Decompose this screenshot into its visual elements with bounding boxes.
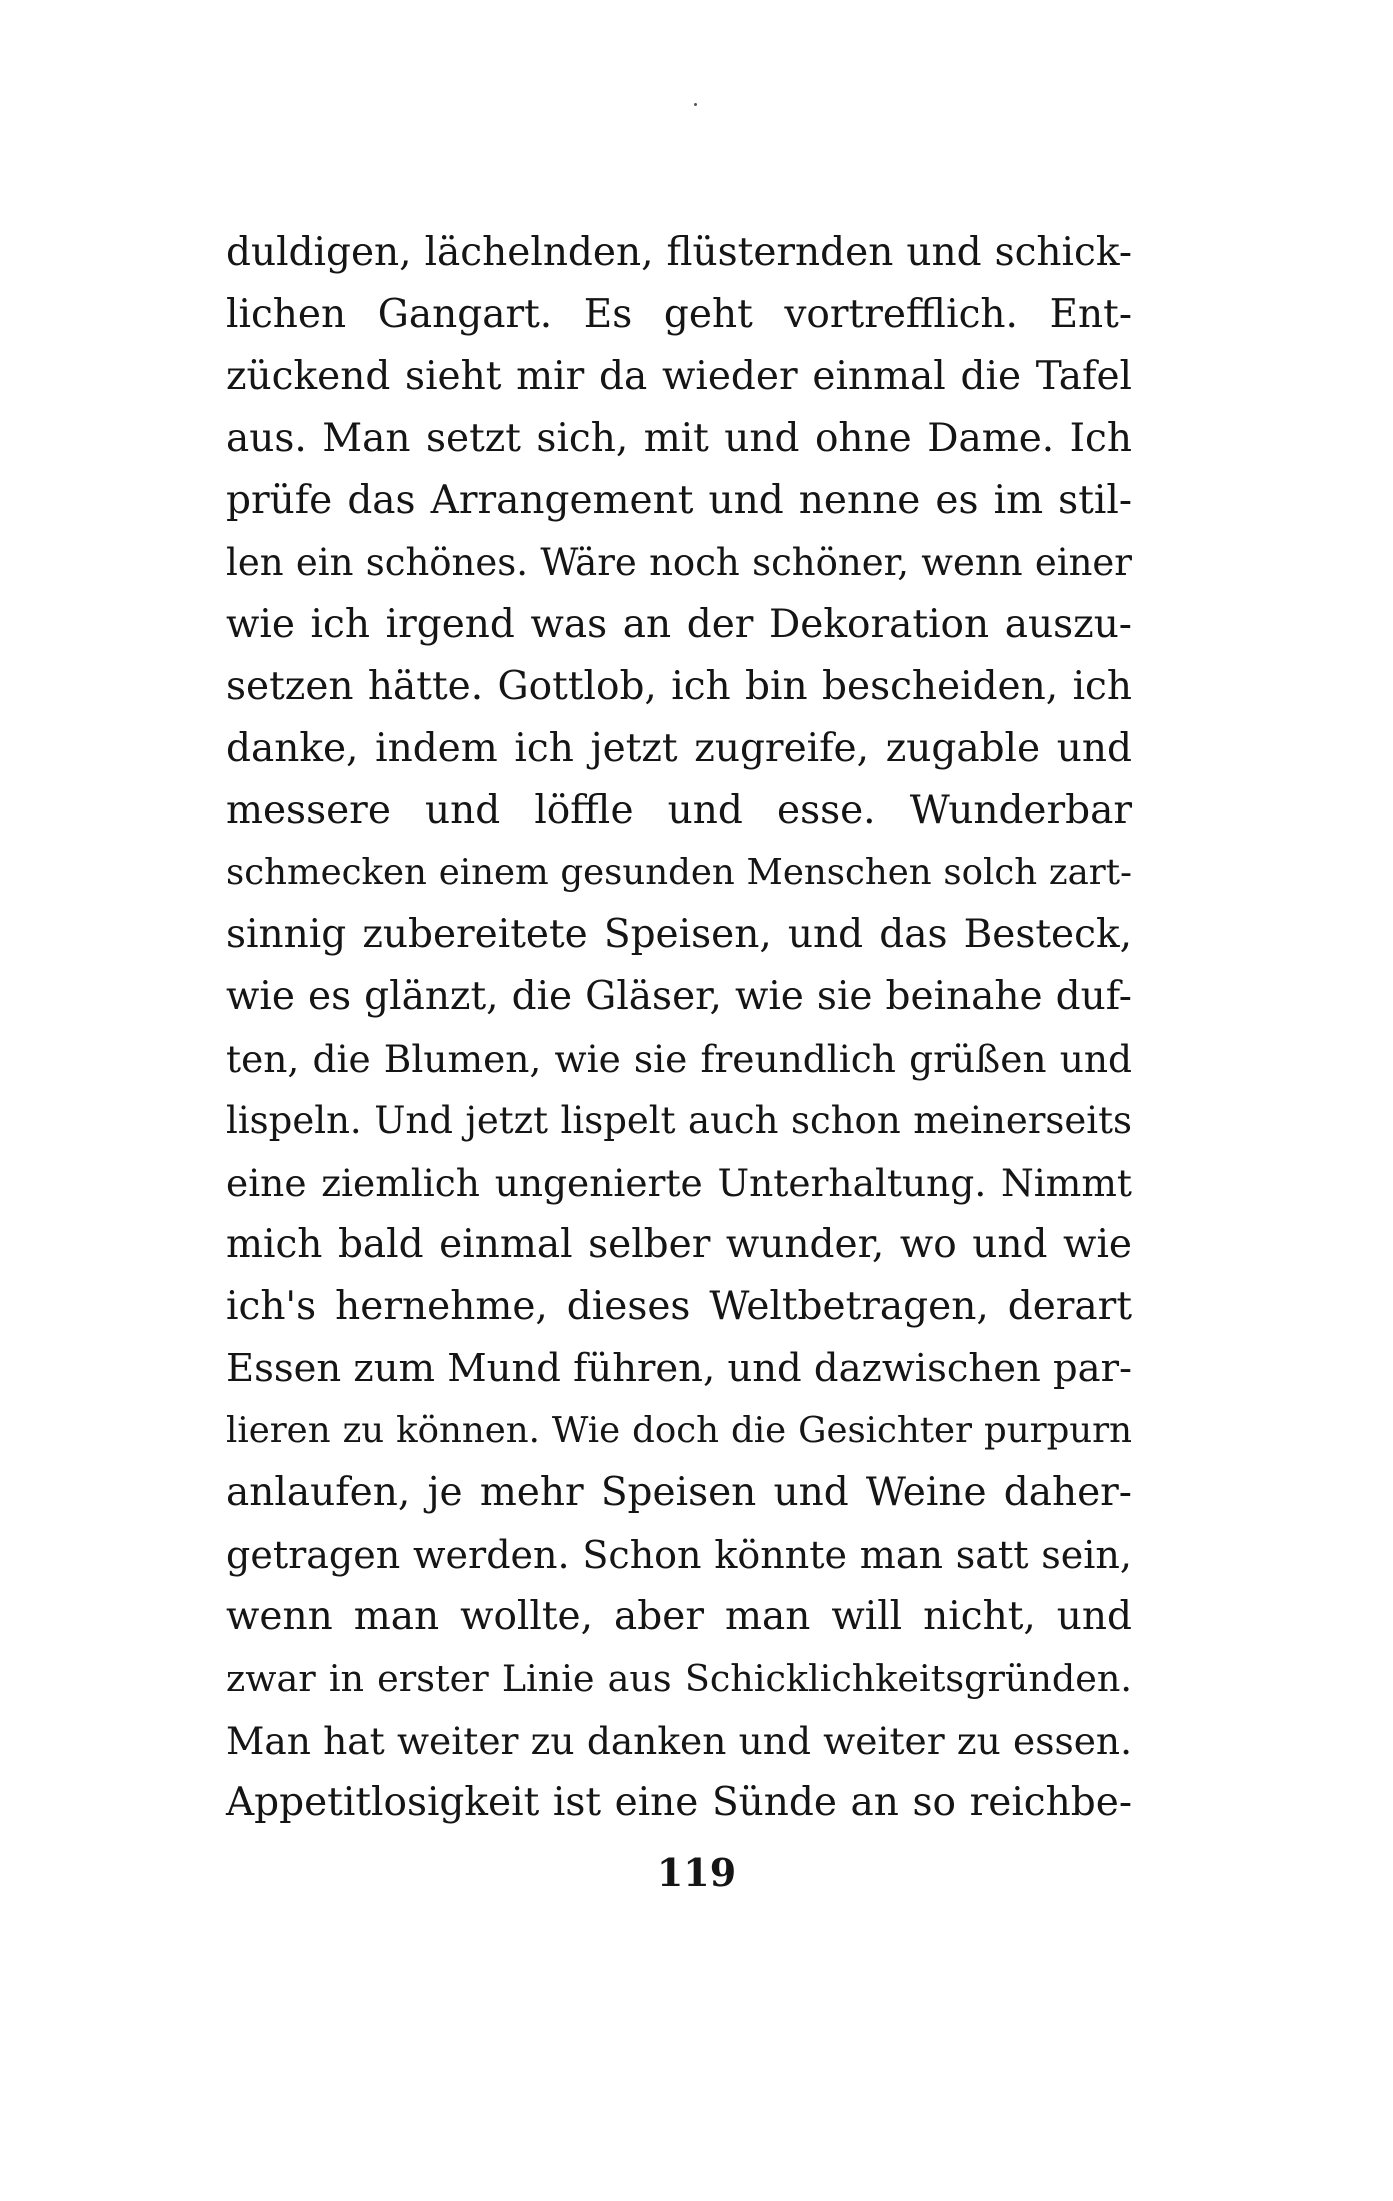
body-text [226,222,1132,1834]
text-line: anlaufen, je mehr Speisen und Weine daher- [226,1470,1132,1515]
text-line: len ein schönes. Wäre noch schöner, wenn einer [226,541,1132,584]
paper-speck [694,103,697,106]
text-line: prüfe das Arrangement und nenne es im stil- [226,478,1132,523]
text-line: ich's hernehme, dieses Weltbetragen, derart [226,1284,1132,1329]
text-line: zückend sieht mir da wieder einmal die Tafel [226,354,1132,399]
text-line: messere und löffle und esse. Wunderbar [226,788,1132,833]
text-line: schmecken einem gesunden Menschen solch zart- [226,852,1132,893]
text-line: danke, indem ich jetzt zugreife, zugable und [226,726,1132,771]
text-line: setzen hätte. Gottlob, ich bin bescheiden, ich [226,664,1132,709]
text-line: mich bald einmal selber wunder, wo und wie [226,1222,1132,1267]
text-line: Man hat weiter zu danken und weiter zu essen. [226,1719,1132,1763]
text-line: lieren zu können. Wie doch die Gesichter purpurn [226,1410,1132,1451]
text-line: zwar in erster Linie aus Schicklichkeitsgründen. [226,1657,1132,1700]
text-line: lichen Gangart. Es geht vortrefflich. Ent- [226,292,1132,337]
text-line: lispeln. Und jetzt lispelt auch schon meinerseits [226,1099,1132,1142]
text-line: Appetitlosigkeit ist eine Sünde an so reichbe- [226,1780,1132,1825]
text-line: aus. Man setzt sich, mit und ohne Dame. Ich [226,416,1132,461]
text-line: duldigen, lächelnden, flüsternden und schick- [226,230,1132,275]
text-line: wenn man wollte, aber man will nicht, und [226,1594,1132,1639]
text-line: ten, die Blumen, wie sie freundlich grüßen und [226,1037,1132,1081]
text-line: getragen werden. Schon könnte man satt sein, [226,1533,1132,1577]
text-line: wie es glänzt, die Gläser, wie sie beinahe duf- [226,974,1132,1019]
text-line: wie ich irgend was an der Dekoration auszu- [226,602,1132,647]
text-line: sinnig zubereitete Speisen, und das Besteck, [226,912,1132,957]
text-line: Essen zum Mund führen, und dazwischen par- [226,1346,1133,1391]
text-line: eine ziemlich ungenierte Unterhaltung. Nimmt [226,1161,1132,1205]
page-number: 119 [656,1850,737,1895]
